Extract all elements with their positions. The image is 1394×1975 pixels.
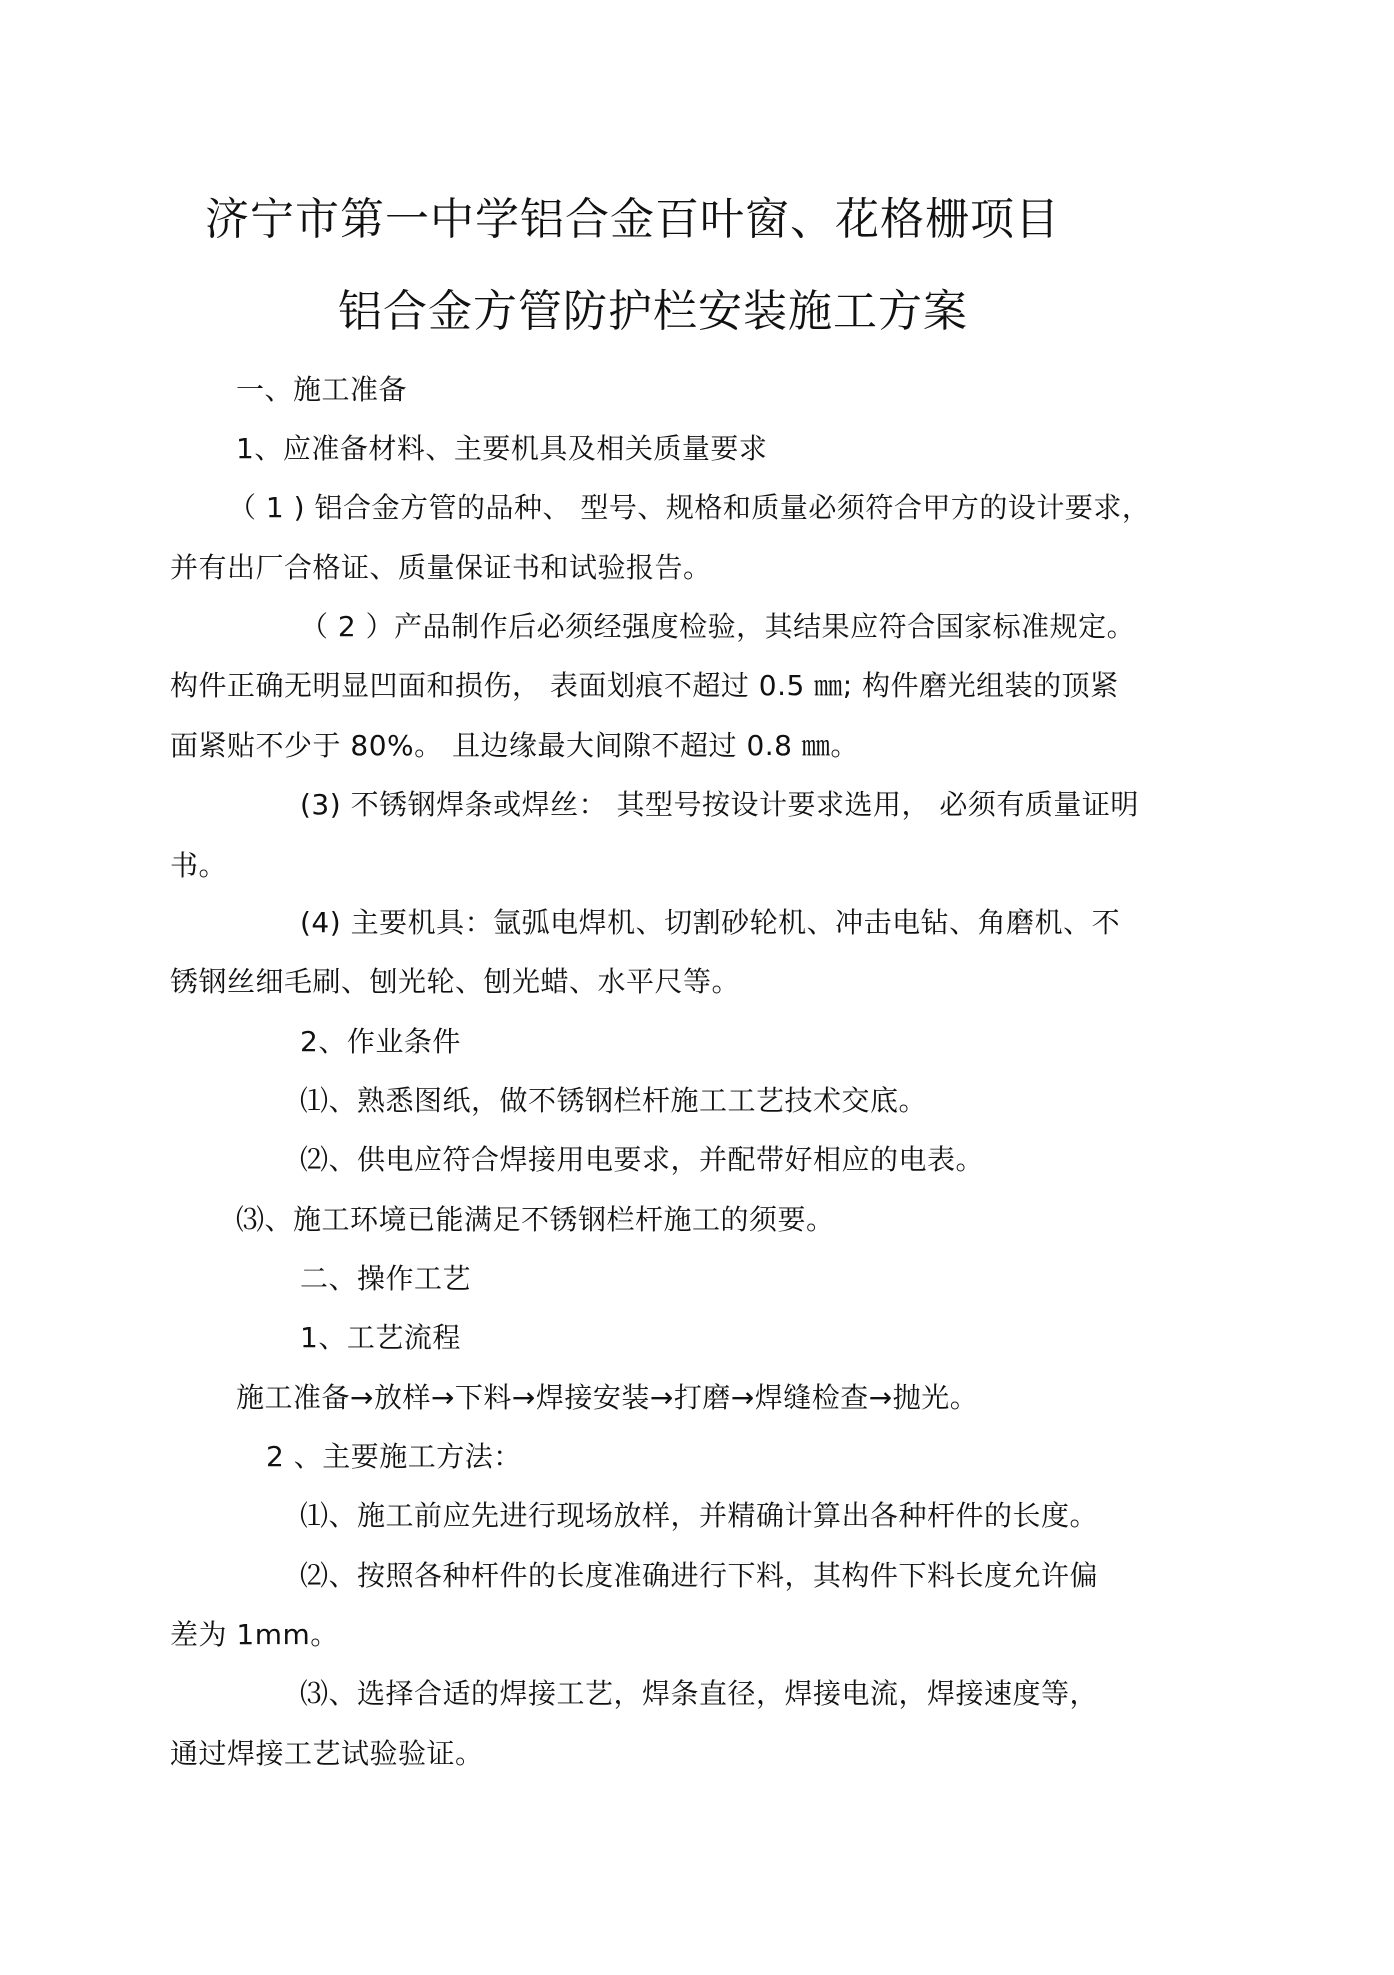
- document-title-line-2: 铝合金方管防护栏安装施工方案: [338, 286, 968, 337]
- paragraph-line: 通过焊接工艺试验验证。: [170, 1737, 484, 1770]
- section-heading-1: 一、施工准备: [236, 373, 408, 406]
- list-item: ⑴、施工前应先进行现场放样，并精确计算出各种杆件的长度。: [300, 1499, 1099, 1532]
- list-item: ⑴、熟悉图纸，做不锈钢栏杆施工工艺技术交底。: [300, 1084, 928, 1117]
- subsection-heading-1: 1、应准备材料、主要机具及相关质量要求: [236, 432, 768, 465]
- list-item: ⑶、施工环境已能满足不锈钢栏杆施工的须要。: [236, 1203, 835, 1236]
- subsection-heading-2: 2、作业条件: [300, 1025, 461, 1058]
- subsection-heading-4: 2 、主要施工方法：: [266, 1440, 522, 1473]
- paragraph-line: (4) 主要机具：氩弧电焊机、切割砂轮机、冲击电钻、角磨机、不: [300, 906, 1121, 939]
- list-item: ⑶、选择合适的焊接工艺，焊条直径，焊接电流，焊接速度等，: [300, 1677, 1099, 1710]
- paragraph-line: 锈钢丝细毛刷、刨光轮、刨光蜡、水平尺等。: [170, 965, 741, 998]
- paragraph-line: 差为 1mm。: [170, 1618, 339, 1651]
- paragraph-line: (3) 不锈钢焊条或焊丝： 其型号按设计要求选用， 必须有质量证明: [300, 788, 1139, 821]
- paragraph-line: 构件正确无明显凹面和损伤， 表面划痕不超过 0.5 ㎜; 构件磨光组装的顶紧: [170, 669, 1119, 702]
- subsection-heading-3: 1、工艺流程: [300, 1321, 461, 1354]
- section-heading-2: 二、操作工艺: [300, 1262, 472, 1295]
- paragraph-line: 面紧贴不少于 80%。 且边缘最大间隙不超过 0.8 ㎜。: [170, 729, 859, 762]
- paragraph-line: 书。: [170, 849, 228, 882]
- document-title-line-1: 济宁市第一中学铝合金百叶窗、花格栅项目: [205, 194, 1060, 245]
- paragraph-line: （ 1 ) 铝合金方管的品种、 型号、规格和质量必须符合甲方的设计要求，: [228, 491, 1151, 524]
- list-item: ⑵、供电应符合焊接用电要求，并配带好相应的电表。: [300, 1143, 985, 1176]
- list-item: ⑵、按照各种杆件的长度准确进行下料，其构件下料长度允许偏: [300, 1559, 1099, 1592]
- paragraph-line: （ 2 ）产品制作后必须经强度检验，其结果应符合国家标准规定。: [300, 610, 1136, 643]
- process-flow: 施工准备→放样→下料→焊接安装→打磨→焊缝检查→抛光。: [236, 1381, 979, 1414]
- paragraph-line: 并有出厂合格证、质量保证书和试验报告。: [170, 551, 712, 584]
